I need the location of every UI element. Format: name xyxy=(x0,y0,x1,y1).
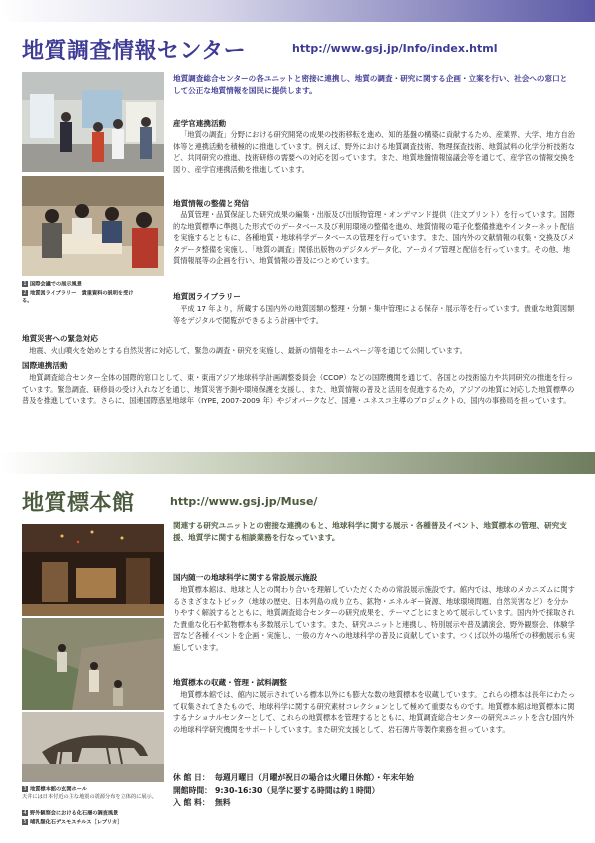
header-band-museum xyxy=(0,452,595,474)
museum-info xyxy=(173,772,414,810)
heading-industry-collab: 産学官連携活動 xyxy=(173,119,227,128)
info-closed-label: 休 館 日： xyxy=(173,773,210,782)
text-permanent-exhibit: 地質標本館は、地球と人との関わり合いを理解していただくための常設展示施設です。館内では、地球のメカニズムに関するさまざまなトピック（地球の歴史、日本列島の成り立ち、鉱物・エネルギー資源、地球環境問題、自然災害など）を分かりやすく解説するとともに、地質調査総合センターの研究成果を、テーマごとにまとめて展示しています。国内外で採取された貴重な化石や鉱物標本も多数展示しています。また、研究ユニットと連携し、特別展示や普及講演会、野外観察会、体験学習など各種イベントを企画・実施し、一般の方々への地球科学の普及に貢献しています。つくば以外の場所での移動展示も実施しています。 xyxy=(173,585,575,652)
heading-international: 国際連携活動 xyxy=(22,361,68,370)
caption-number-5: 5 xyxy=(23,819,27,825)
caption-number-4: 4 xyxy=(23,810,27,816)
info-hours-value: 9:30-16:30（見学に要する時間は約１時間） xyxy=(215,785,380,795)
museum-lead: 関連する研究ユニットとの密接な連携のもと、地球科学に関する展示・各種普及イベント、地質標本の管理、研究支援、地質学に関する相談業務を行なっています。 xyxy=(173,521,567,542)
text-international: 地質調査総合センター全体の国際的窓口として、東・東南アジア地球科学計画調整委員会（CCOP）などの国際機関を通じて、各国との技術協力や共同研究の推進を行っています。緊急調査、研修員の受け入れなどを通じ、地質災害予測や環境保護を支援し、また、地質情報の普及と活用を促進するため，アジアの地質に対応した地質標準の普及を推進しています。さらに、国連国際惑星地球年（IYPE, 2007-2009 年）やジオパークなど、国連・ユネスコ主導のプロジェクトの、国内の事務局を担っています。 xyxy=(22,373,575,406)
photo-desmostylus-fossil xyxy=(22,712,164,782)
caption-museum-hall xyxy=(22,786,164,802)
caption-fossil xyxy=(22,819,164,827)
caption-museum-hall-text: 地質標本館の玄関ホール xyxy=(30,786,87,793)
caption-library xyxy=(22,290,140,306)
photo-map-library xyxy=(22,176,164,276)
caption-fossil-text: 哺乳類化石デスモスチルス［レプリカ］ xyxy=(30,819,123,826)
info-closed-value: 毎週月曜日（月曜が祝日の場合は火曜日休館）・年末年始 xyxy=(215,773,414,782)
info-center-lead: 地質調査総合センターの各ユニットと密接に連携し、地質の調査・研究に関する企画・立案を行い、社会への窓口として公正な地質情報を国民に提供します。 xyxy=(173,74,568,95)
caption-number-3: 3 xyxy=(23,786,27,792)
text-map-library: 平成 17 年より，所蔵する国内外の地質図類の整理・分類・集中管理による保存・展示等を行っています。貴重な地質図類等をデジタルで閲覧ができるよう計画中です。 xyxy=(173,304,575,325)
info-hours-row xyxy=(173,785,414,798)
info-center-url[interactable]: http://www.gsj.jp/Info/index.html xyxy=(292,42,498,55)
caption-number-2: 2 xyxy=(23,290,27,296)
text-geoinfo: 品質管理・品質保証した研究成果の編集・出版及び出版物管理・オンデマンド提供（注文プリント）を行っています。国際的な地質標準に準拠した形式でのデータベース及び利用環境の整備を進め、地質情報の電子化整備推進やインターネット配信を実施するとともに、各種地質・地球科学データベースの管理を行っています。また、国内外の文献情報の収集・交換及びメタデータ整備を実施し、「地質の調査」関係出版物のデジタルデータ化、アーカイブ管理と配信を行っています。その他、地質情報展等の企画を行い、地質情報の普及につとめています。 xyxy=(173,210,575,266)
museum-url[interactable]: http://www.gsj.jp/Muse/ xyxy=(170,495,318,508)
heading-geoinfo: 地質情報の整備と発信 xyxy=(173,199,249,208)
heading-specimen-management: 地質標本の収蔵・管理・試料調整 xyxy=(173,678,287,687)
caption-exhibition xyxy=(22,281,164,289)
info-hours-label: 開館時間： xyxy=(173,785,212,795)
info-fee-row xyxy=(173,797,414,810)
heading-disaster-response: 地質災害への緊急対応 xyxy=(22,334,98,343)
heading-map-library: 地質図ライブラリー xyxy=(173,292,241,301)
caption-museum-hall-detail: 天井には日本付近の主な地震の震源分布を立体的に展示。 xyxy=(22,794,157,800)
heading-permanent-exhibit: 国内随一の地球科学に関する常設展示施設 xyxy=(173,573,318,582)
caption-exhibition-text: 国際会議での展示風景 xyxy=(30,281,82,288)
section-title-info-center: 地質調査情報センター xyxy=(22,39,247,64)
photo-exhibition-booth xyxy=(22,72,164,172)
text-industry-collab: 「地質の調査」分野における研究開発の成果の技術移転を進め、知的基盤の構築に貢献するため、産業界、大学、地方自治体等と連携活動を積極的に推進しています。例えば、野外における地質調査技術、物理探査技術、地質試料の化学分析技術など、共同研究の推進、技術研修の需要への対応を図っています。また、地質地盤情報協議会等を通じて、産学官の情報交換を図り、産学官連携活動を推進しています。 xyxy=(173,130,575,174)
caption-field-survey-text: 野外観察会における化石層の調査風景 xyxy=(30,810,119,817)
info-fee-value: 無料 xyxy=(215,798,231,807)
caption-library-text: 地質図ライブラリー 貴重資料の説明を受ける。 xyxy=(22,290,134,304)
photo-museum-hall xyxy=(22,524,164,616)
text-specimen-management: 地質標本館では、館内に展示されている標本以外にも膨大な数の地質標本を収蔵しています。これらの標本は長年にわたって収集されてきたもので、地球科学に関する研究素材コレクションとして極めて重要なものです。地質標本館は地質標本に関するナショナルセンターとして、これらの地質標本を管理するとともに、地質調査総合センターの研究ユニットを含む国内外の地球科学研究機関をサポートしています。また研究支援として、岩石薄片等製作業務を担っています。 xyxy=(173,690,575,734)
header-band-top xyxy=(0,0,595,22)
info-closed-row xyxy=(173,772,414,785)
caption-number-1: 1 xyxy=(23,281,27,287)
caption-field-survey xyxy=(22,810,164,818)
info-fee-label: 入 館 料： xyxy=(173,798,210,807)
text-disaster-response: 地震、火山噴火を始めとする自然災害に対応して、緊急の調査・研究を実施し、最新の情報をホームページ等を通じて公開しています。 xyxy=(29,346,467,355)
section-title-museum: 地質標本館 xyxy=(22,491,135,516)
photo-field-survey xyxy=(22,618,164,710)
